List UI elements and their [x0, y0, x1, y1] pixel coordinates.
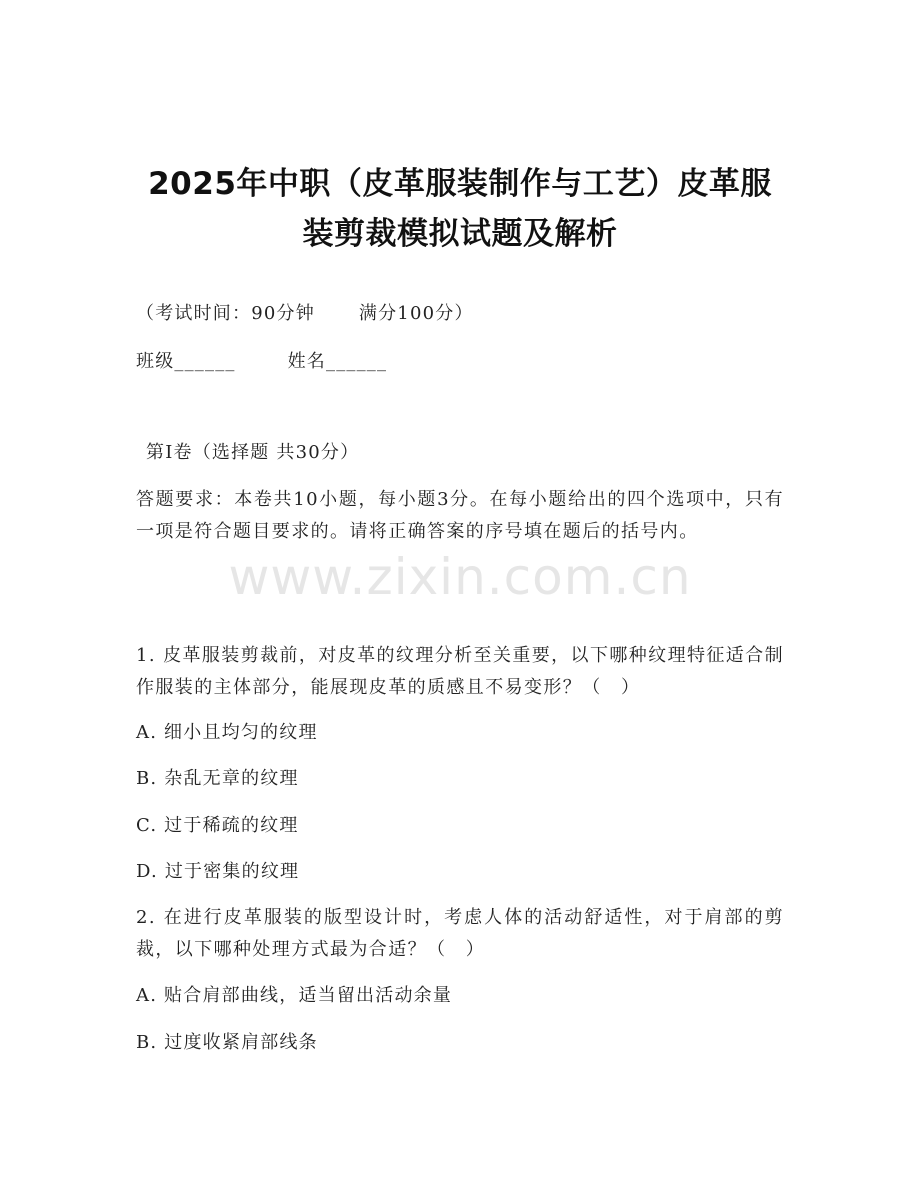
section-title: 第I卷（选择题 共30分）	[146, 442, 360, 463]
question-2-option-b: B. 过度收紧肩部线条	[136, 1032, 318, 1053]
exam-full-score: 满分100分）	[358, 303, 474, 324]
question-2-stem: 2. 在进行皮革服装的版型设计时，考虑人体的活动舒适性，对于肩部的剪裁，以下哪种处理方式最为合适？（ ）	[136, 907, 784, 960]
watermark: www.zixin.com.cn	[228, 548, 692, 606]
exam-time: （考试时间：90分钟	[136, 303, 315, 324]
answer-instructions: 答题要求：本卷共10小题，每小题3分。在每小题给出的四个选项中，只有一项是符合题目要求的。请将正确答案的序号填在题后的括号内。	[136, 489, 784, 542]
question-1-option-b: B. 杂乱无章的纹理	[136, 768, 299, 789]
question-2-option-a: A. 贴合肩部曲线，适当留出活动余量	[136, 985, 453, 1006]
question-1-option-a: A. 细小且均匀的纹理	[136, 722, 318, 743]
document-title-line-1: 2025年中职（皮革服装制作与工艺）皮革服	[148, 166, 772, 202]
class-field-label: 班级______	[136, 351, 236, 372]
question-1-stem: 1. 皮革服装剪裁前，对皮革的纹理分析至关重要，以下哪种纹理特征适合制作服装的主体部分，能展现皮革的质感且不易变形？（ ）	[136, 645, 784, 698]
document-title-line-2: 装剪裁模拟试题及解析	[302, 216, 618, 252]
name-field-label: 姓名______	[287, 351, 388, 372]
question-1-option-c: C. 过于稀疏的纹理	[136, 815, 299, 836]
student-info	[136, 350, 387, 374]
question-1-option-d: D. 过于密集的纹理	[136, 861, 300, 882]
exam-info	[136, 302, 474, 326]
